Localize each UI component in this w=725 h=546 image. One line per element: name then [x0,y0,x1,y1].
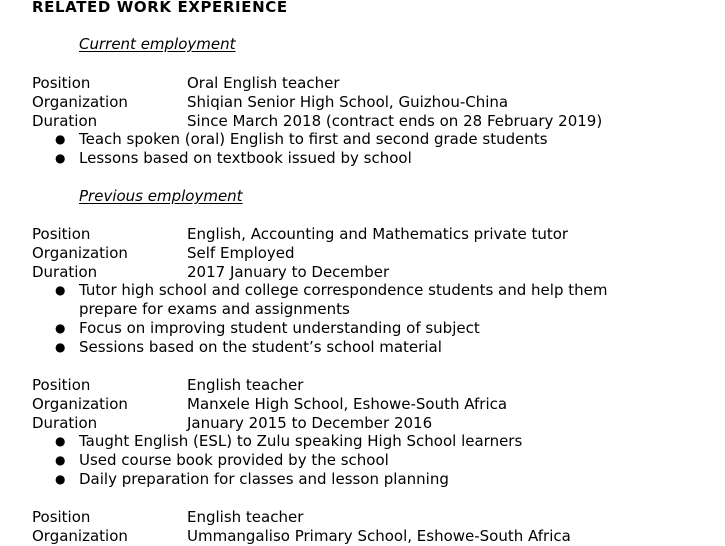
organization-value: Ummangaliso Primary School, Eshowe-South Africa [187,527,571,545]
organization-value: Self Employed [187,244,295,262]
current-employment-heading: Current employment [79,35,236,53]
bullet-text: Taught English (ESL) to Zulu speaking High School learners [79,432,523,450]
bullet-text: Focus on improving student understanding of subject [79,319,480,337]
position-label: Position [32,508,91,526]
bullet-text: Sessions based on the student’s school material [79,338,442,356]
duration-label: Duration [32,414,98,432]
position-label: Position [32,74,91,92]
duration-value: Since March 2018 (contract ends on 28 February 2019) [187,112,603,130]
position-value: English, Accounting and Mathematics private tutor [187,225,569,243]
organization-label: Organization [32,93,128,111]
position-value: English teacher [187,508,304,526]
bullet-text: Teach spoken (oral) English to first and second grade students [79,130,548,148]
position-label: Position [32,225,91,243]
bullet-text: Used course book provided by the school [79,451,389,469]
bullet-dot-icon: ● [55,434,66,448]
organization-label: Organization [32,527,128,545]
position-value: Oral English teacher [187,74,340,92]
bullet-dot-icon: ● [55,472,66,486]
bullet-text: Tutor high school and college correspondence students and help them prepare for exams and assignments [79,281,608,318]
duration-label: Duration [32,112,98,130]
bullet-dot-icon: ● [55,132,66,146]
bullet-text: Lessons based on textbook issued by school [79,149,412,167]
organization-value: Manxele High School, Eshowe-South Africa [187,395,508,413]
duration-value: 2017 January to December [187,263,390,281]
bullet-dot-icon: ● [55,340,66,354]
bullet-dot-icon: ● [55,453,66,467]
organization-value: Shiqian Senior High School, Guizhou-China [187,93,509,111]
position-value: English teacher [187,376,304,394]
bullet-dot-icon: ● [55,321,66,335]
previous-employment-heading: Previous employment [79,187,243,205]
bullet-dot-icon: ● [55,283,66,297]
organization-label: Organization [32,244,128,262]
position-label: Position [32,376,91,394]
section-heading: RELATED WORK EXPERIENCE [32,0,288,16]
duration-label: Duration [32,263,98,281]
duration-value: January 2015 to December 2016 [187,414,433,432]
organization-label: Organization [32,395,128,413]
bullet-text: Daily preparation for classes and lesson planning [79,470,449,488]
bullet-dot-icon: ● [55,151,66,165]
